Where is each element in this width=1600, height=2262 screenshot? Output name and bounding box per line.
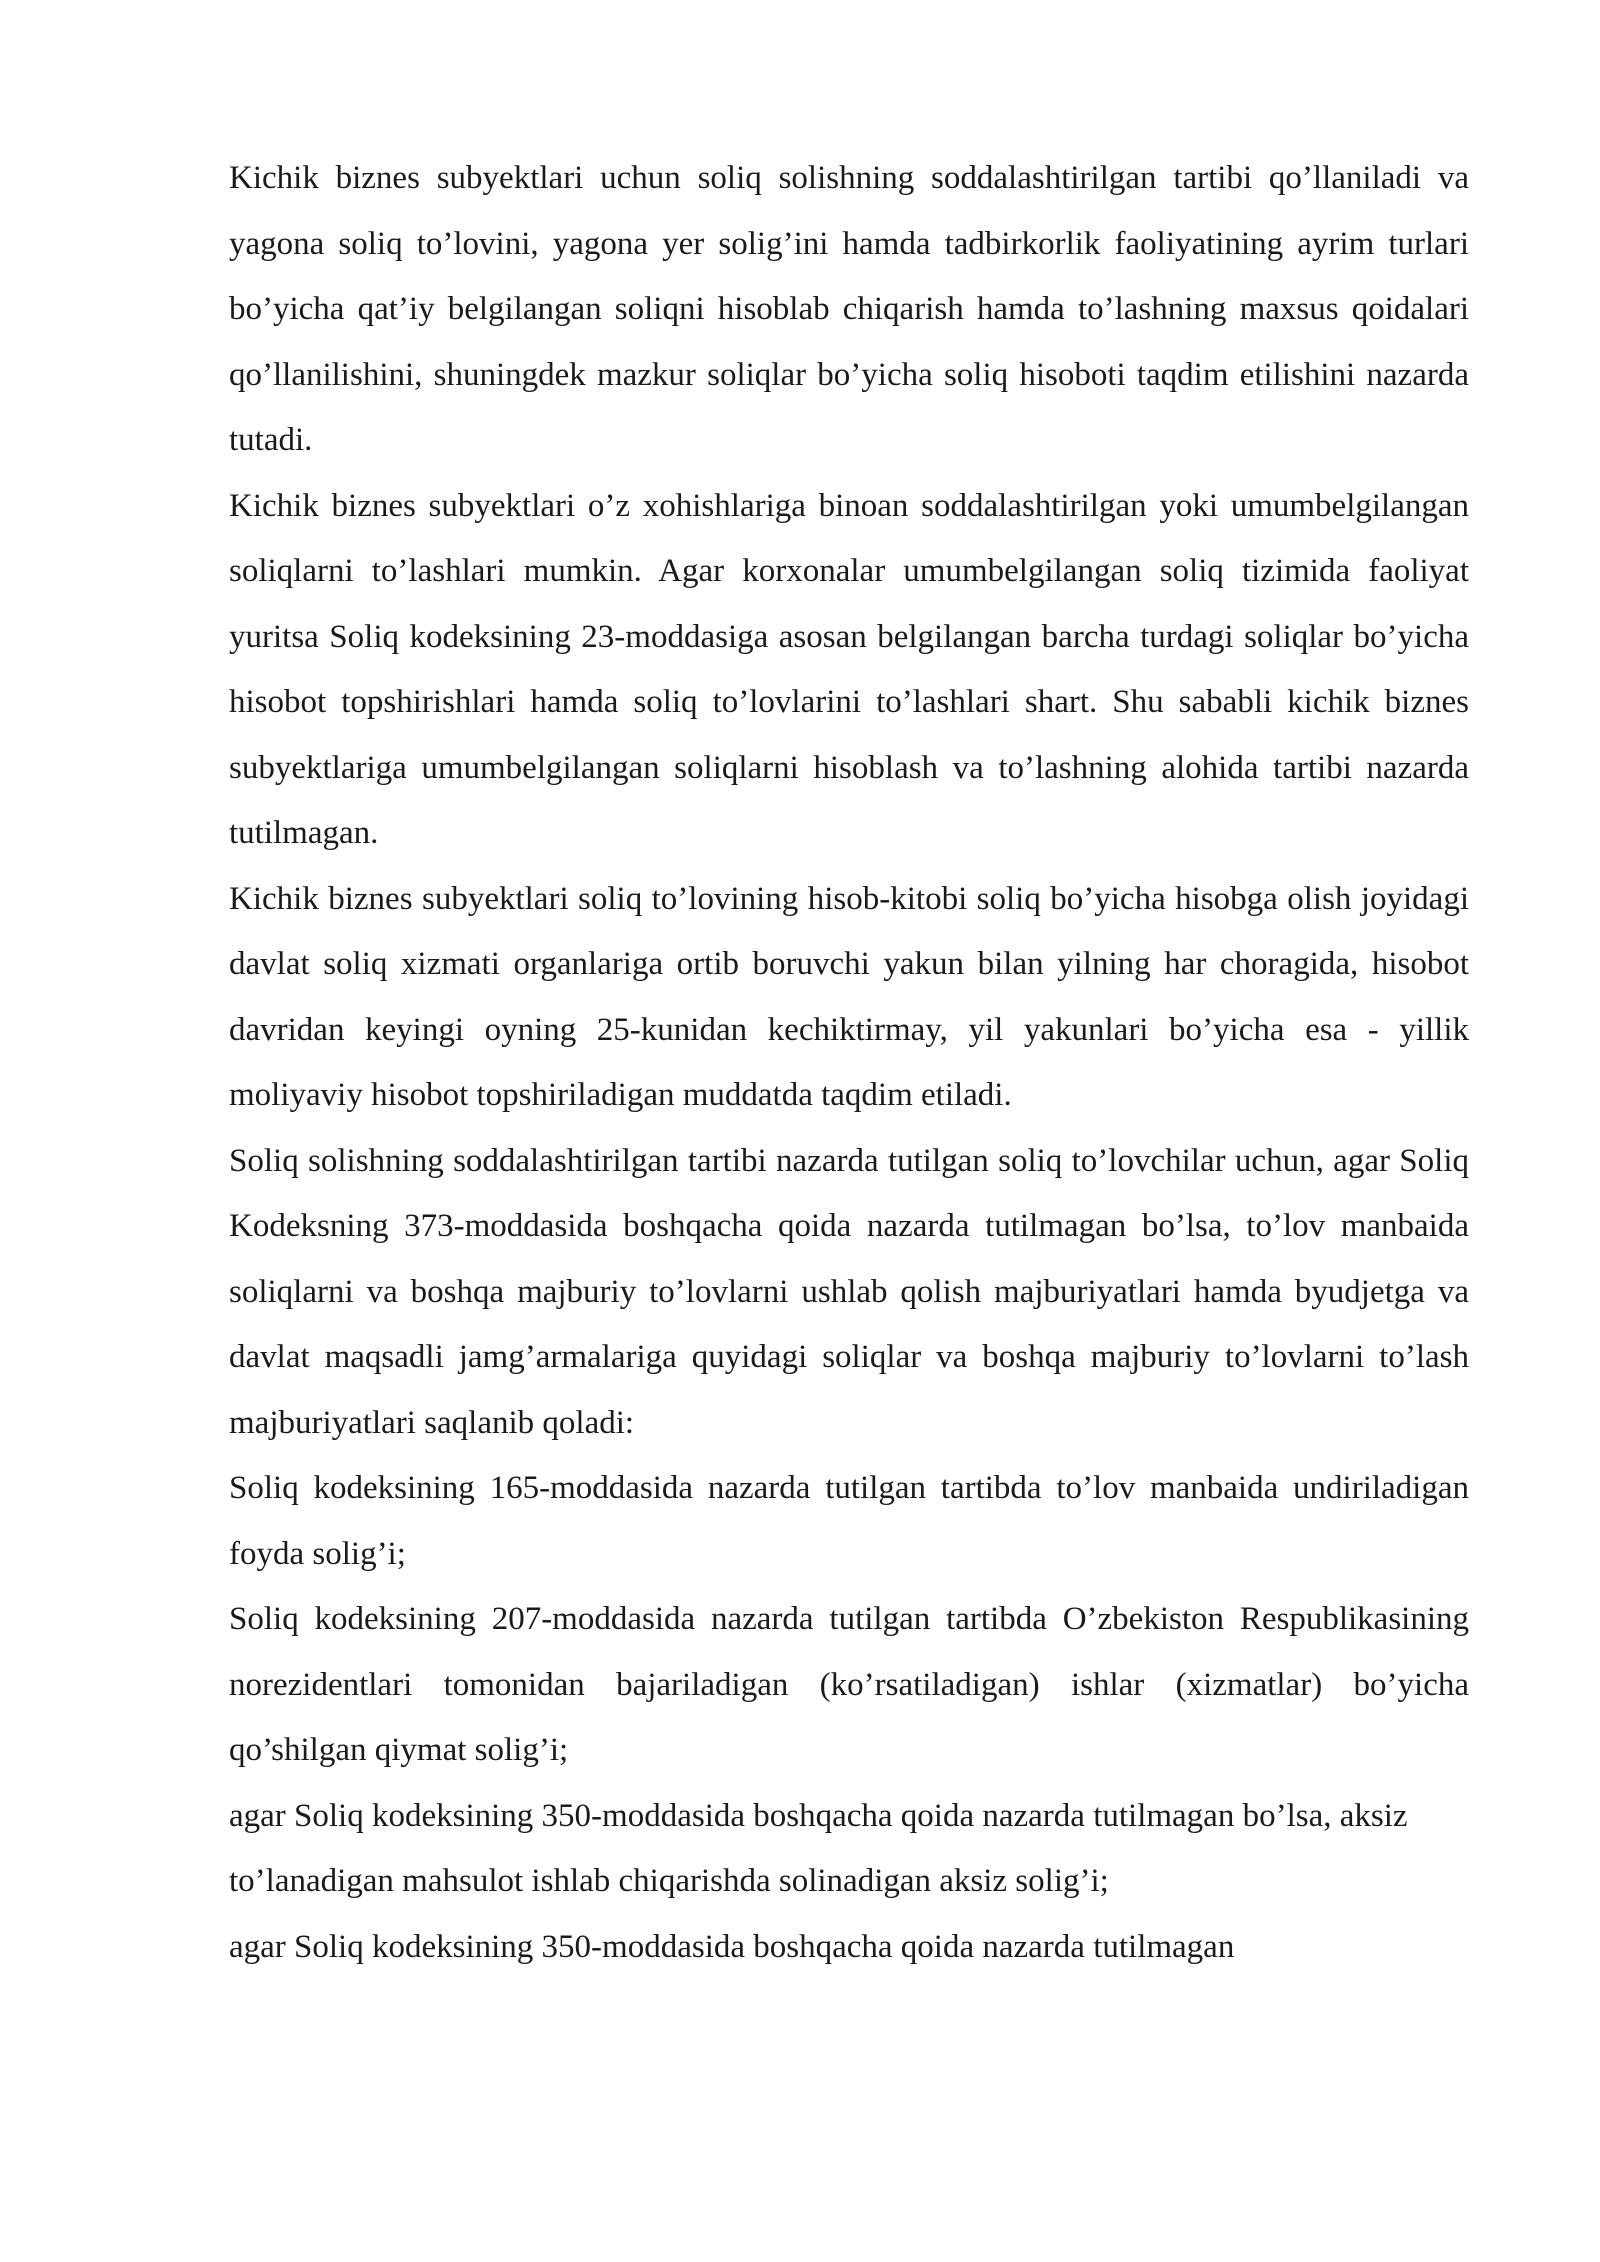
- paragraph-retained-obligations: Soliq solishning soddalashtirilgan tartibi nazarda tutilgan soliq to’lovchilar uchun, agar Soliq Kodeksning 373-moddasida boshqacha qoida nazarda tutilmagan bo’lsa, to’lov manbaida soliqlarni va boshqa majburiy to’lovlarni ushlab qolish majburiyatlari hamda byudjetga va davlat maqsadli jamg’armalariga quyidagi soliqlar va boshqa majburiy to’lovlarni to’lash majburiyatlari saqlanib qoladi:: [229, 1142, 1469, 1441]
- paragraph-excise-item: agar Soliq kodeksining 350-moddasida boshqacha qoida nazarda tutilmagan bo’lsa, aksiz to’lanadigan mahsulot ishlab chiqarishda solinadigan aksiz solig’i;: [229, 1797, 1408, 1899]
- paragraph-excise-item-continued: agar Soliq kodeksining 350-moddasida boshqacha qoida nazarda tutilmagan: [229, 1928, 1235, 1965]
- document-body: [229, 146, 1469, 1980]
- paragraph-profit-tax-item: Soliq kodeksining 165-moddasida nazarda tutilgan tartibda to’lov manbaida undiriladigan foyda solig’i;: [229, 1470, 1469, 1572]
- paragraph-choice-of-regime: Kichik biznes subyektlari o’z xohishlariga binoan soddalashtirilgan yoki umumbelgilangan soliqlarni to’lashlari mumkin. Agar korxonalar umumbelgilangan soliq tizimida faoliyat yuritsa Soliq kodeksining 23-moddasiga asosan belgilangan barcha turdagi soliqlar bo’yicha hisobot topshirishlari hamda soliq to’lovlarini to’lashlari shart. Shu sababli kichik biznes subyektlariga umumbelgilangan soliqlarni hisoblash va to’lashning alohida tartibi nazarda tutilmagan.: [229, 487, 1469, 851]
- paragraph-vat-item: Soliq kodeksining 207-moddasida nazarda tutilgan tartibda O’zbekiston Respublikasining norezidentlari tomonidan bajariladigan (ko’rsatiladigan) ishlar (xizmatlar) bo’yicha qo’shilgan qiymat solig’i;: [229, 1601, 1469, 1768]
- paragraph-simplified-regime: Kichik biznes subyektlari uchun soliq solishning soddalashtirilgan tartibi qo’llaniladi va yagona soliq to’lovini, yagona yer solig’ini hamda tadbirkorlik faoliyatining ayrim turlari bo’yicha qat’iy belgilangan soliqni hisoblab chiqarish hamda to’lashning maxsus qoidalari qo’llanilishini, shuningdek mazkur soliqlar bo’yicha soliq hisoboti taqdim etilishini nazarda tutadi.: [229, 160, 1469, 458]
- paragraph-reporting-deadlines: Kichik biznes subyektlari soliq to’lovining hisob-kitobi soliq bo’yicha hisobga olish joyidagi davlat soliq xizmati organlariga ortib boruvchi yakun bilan yilning har choragida, hisobot davridan keyingi oyning 25-kunidan kechiktirmay, yil yakunlari bo’yicha esa - yillik moliyaviy hisobot topshiriladigan muddatda taqdim etiladi.: [229, 880, 1469, 1113]
